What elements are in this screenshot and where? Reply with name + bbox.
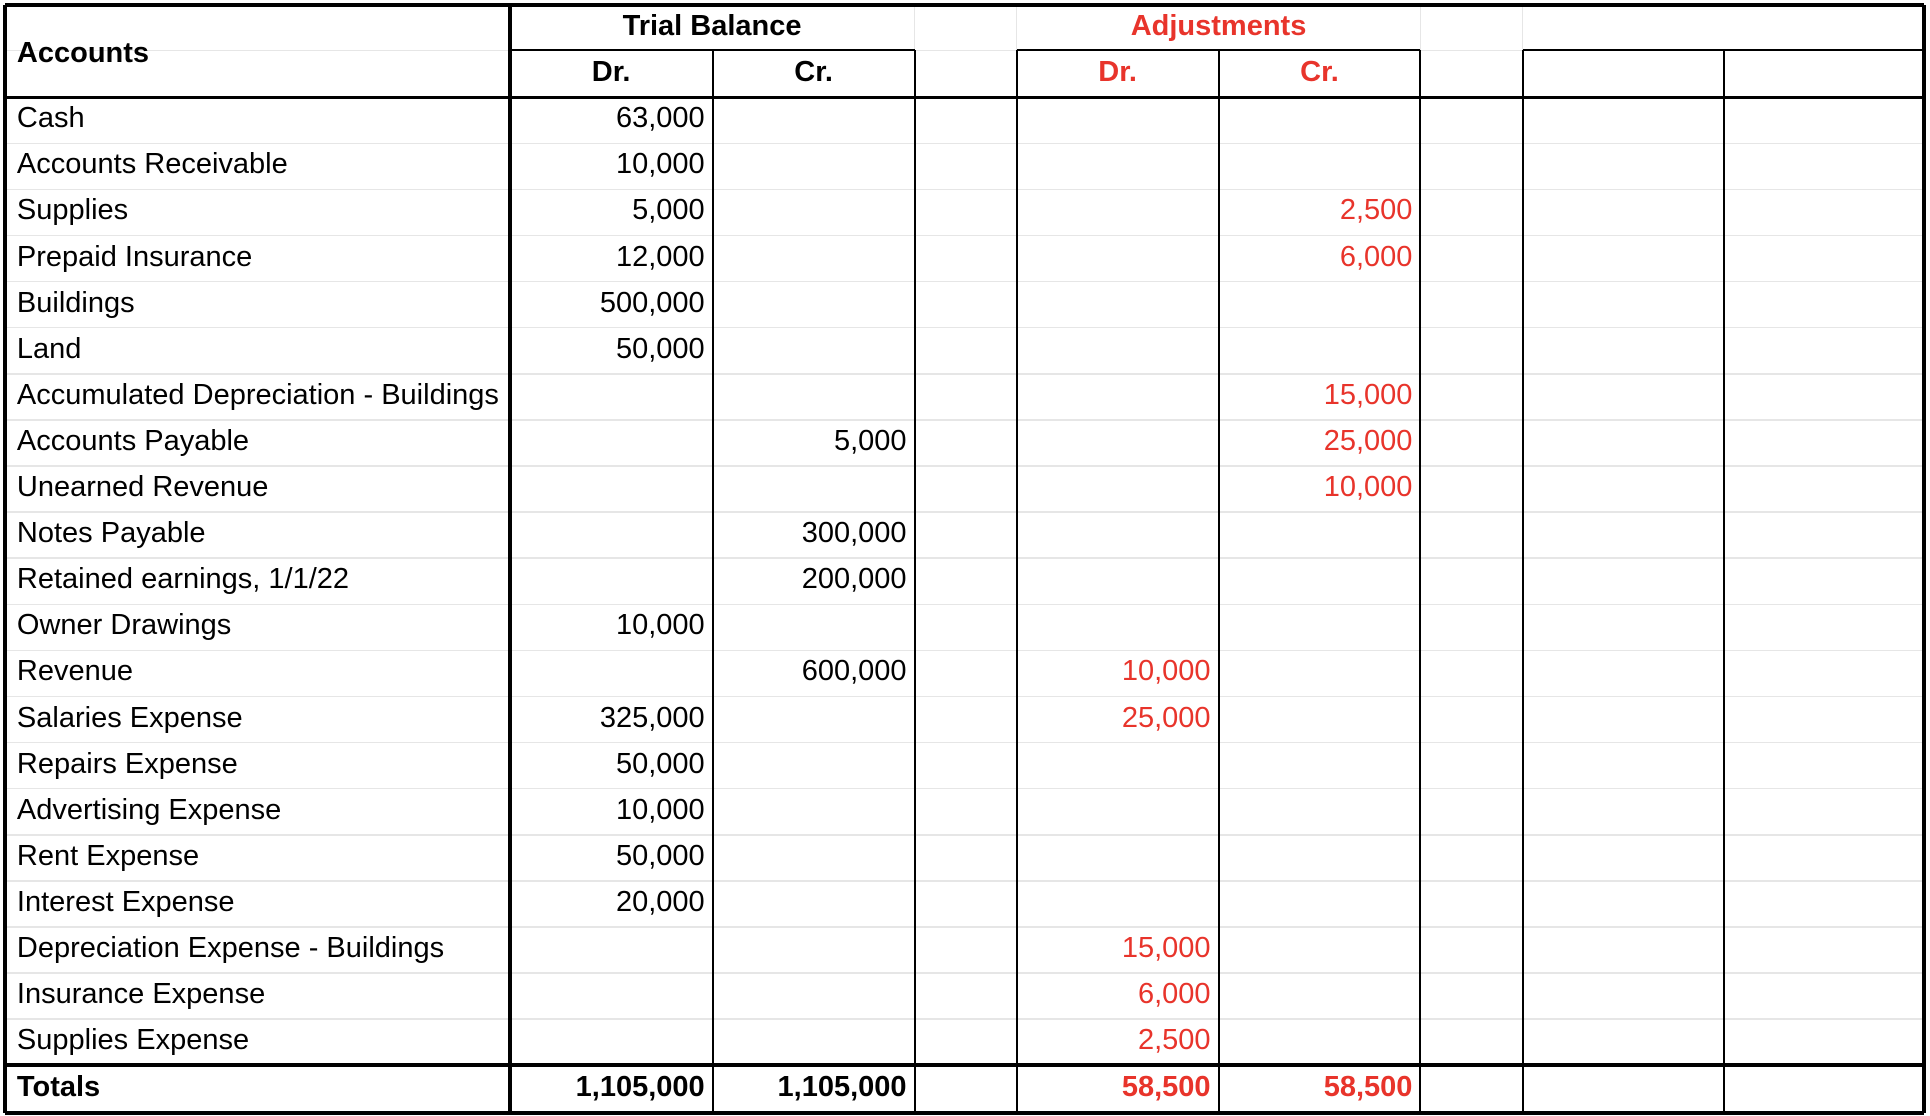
trial-balance-cr-header[interactable]: Cr. [794, 55, 833, 88]
adjustments-cr-cell[interactable] [1219, 704, 1421, 738]
trial-balance-dr-cell[interactable]: 10,000 [615, 793, 705, 826]
adjustments-dr-cell[interactable] [1017, 888, 1219, 922]
account-name-cell[interactable]: Notes Payable [16, 517, 206, 550]
account-name-cell[interactable]: Accounts Receivable [16, 148, 288, 181]
trial-balance-cr-cell[interactable] [713, 888, 915, 922]
trial-balance-cr-cell[interactable] [713, 1026, 915, 1060]
trial-balance-cr-cell[interactable] [713, 104, 915, 138]
column-divider [1723, 50, 1725, 1112]
trial-balance-cr-cell[interactable] [713, 980, 915, 1014]
adjustments-cr-cell[interactable]: 10,000 [1323, 471, 1413, 504]
adjustments-dr-cell[interactable] [1017, 519, 1219, 553]
adjustments-cr-cell[interactable]: 2,500 [1339, 194, 1413, 227]
trial-balance-cr-cell[interactable] [713, 934, 915, 968]
account-name-cell[interactable]: Retained earnings, 1/1/22 [16, 563, 350, 596]
row-gridline [5, 742, 1924, 744]
adjustments-dr-cell[interactable] [1017, 381, 1219, 415]
account-name-cell[interactable]: Accumulated Depreciation - Buildings [16, 378, 499, 411]
adjustments-cr-cell[interactable] [1219, 796, 1421, 830]
adjustments-dr-cell[interactable] [1017, 150, 1219, 184]
totals-adjustments-cr[interactable]: 58,500 [1323, 1070, 1413, 1103]
adjustments-dr-cell[interactable] [1017, 243, 1219, 277]
row-gridline [5, 511, 1924, 513]
account-name-cell[interactable]: Land [16, 332, 82, 365]
adjustments-cr-cell[interactable] [1219, 611, 1421, 645]
totals-trial-balance-cr[interactable]: 1,105,000 [777, 1070, 907, 1103]
trial-balance-dr-cell[interactable]: 50,000 [615, 839, 705, 872]
trial-balance-dr-cell[interactable]: 10,000 [615, 609, 705, 642]
adjustments-cr-cell[interactable] [1219, 1026, 1421, 1060]
trial-balance-dr-cell[interactable] [510, 427, 713, 461]
adjustments-cr-cell[interactable]: 6,000 [1339, 240, 1413, 273]
account-name-cell[interactable]: Accounts Payable [16, 424, 250, 457]
account-name-cell[interactable]: Interest Expense [16, 885, 235, 918]
trial-balance-dr-cell[interactable]: 500,000 [599, 286, 705, 319]
row-gridline [5, 189, 1924, 191]
account-name-cell[interactable]: Rent Expense [16, 839, 200, 872]
trial-balance-dr-cell[interactable] [510, 519, 713, 553]
trial-balance-cr-cell[interactable] [713, 381, 915, 415]
adjustments-dr-cell[interactable] [1017, 289, 1219, 323]
trial-balance-cr-cell[interactable] [713, 750, 915, 784]
trial-balance-cr-cell[interactable] [713, 335, 915, 369]
header-gridline [1522, 5, 1524, 51]
trial-balance-dr-cell[interactable]: 10,000 [615, 148, 705, 181]
trial-balance-cr-cell[interactable] [713, 150, 915, 184]
trial-balance-dr-header[interactable]: Dr. [591, 55, 631, 88]
trial-balance-dr-cell[interactable] [510, 473, 713, 507]
totals-trial-balance-dr[interactable]: 1,105,000 [575, 1070, 705, 1103]
row-gridline [5, 327, 1924, 329]
adjustments-cr-cell[interactable]: 15,000 [1323, 378, 1413, 411]
row-gridline [5, 696, 1924, 698]
trial-balance-dr-cell[interactable] [510, 934, 713, 968]
account-name-cell[interactable]: Repairs Expense [16, 747, 238, 780]
trial-balance-cr-cell[interactable]: 5,000 [833, 424, 907, 457]
adjustments-dr-cell[interactable] [1017, 611, 1219, 645]
account-name-cell[interactable]: Owner Drawings [16, 609, 232, 642]
top-border [5, 3, 1924, 7]
header-gridline [915, 50, 1017, 52]
row-gridline [5, 143, 1924, 145]
account-name-cell[interactable]: Supplies Expense [16, 1024, 250, 1057]
adjustments-cr-header[interactable]: Cr. [1300, 55, 1339, 88]
adjustments-cr-cell[interactable] [1219, 750, 1421, 784]
row-gridline [5, 650, 1924, 652]
account-name-cell[interactable]: Insurance Expense [16, 978, 266, 1011]
bottom-border [5, 1111, 1924, 1115]
trial-balance-dr-cell[interactable]: 5,000 [632, 194, 705, 227]
row-gridline [5, 235, 1924, 237]
trial-balance-cr-cell[interactable] [713, 473, 915, 507]
trial-balance-dr-cell[interactable]: 20,000 [615, 885, 705, 918]
header-gridline [1420, 50, 1522, 52]
account-name-cell[interactable]: Salaries Expense [16, 701, 243, 734]
adjustments-cr-cell[interactable] [1219, 842, 1421, 876]
adjustments-cr-cell[interactable] [1219, 980, 1421, 1014]
row-gridline [5, 834, 1924, 836]
row-gridline [5, 880, 1924, 882]
adjustments-dr-cell[interactable]: 15,000 [1121, 932, 1211, 964]
totals-adjustments-dr[interactable]: 58,500 [1121, 1070, 1211, 1103]
account-name-cell[interactable]: Supplies [16, 194, 129, 227]
header-bottom-border [5, 96, 1924, 99]
trial-balance-cr-cell[interactable] [713, 196, 915, 230]
account-name-cell[interactable]: Advertising Expense [16, 793, 282, 826]
trial-balance-cr-cell[interactable]: 200,000 [801, 563, 907, 596]
adjustments-cr-cell[interactable] [1219, 335, 1421, 369]
trial-balance-cr-cell[interactable] [713, 611, 915, 645]
adjustments-cr-cell[interactable]: 25,000 [1323, 424, 1413, 457]
adjustments-cr-cell[interactable] [1219, 888, 1421, 922]
row-gridline [5, 557, 1924, 559]
trial-balance-cr-cell[interactable] [713, 796, 915, 830]
trial-balance-dr-cell[interactable] [510, 381, 713, 415]
row-gridline [5, 604, 1924, 606]
adjustments-dr-cell[interactable] [1017, 473, 1219, 507]
trial-balance-dr-cell[interactable] [510, 1026, 713, 1060]
adjustments-dr-header[interactable]: Dr. [1098, 55, 1137, 88]
trial-balance-cr-cell[interactable] [713, 289, 915, 323]
adjustments-dr-cell[interactable] [1017, 104, 1219, 138]
adjustments-dr-cell[interactable] [1017, 750, 1219, 784]
trial-balance-dr-cell[interactable]: 50,000 [615, 332, 705, 365]
adjustments-cr-cell[interactable] [1219, 657, 1421, 691]
adjustments-dr-cell[interactable]: 2,500 [1137, 1024, 1211, 1057]
trial-balance-cr-cell[interactable]: 300,000 [801, 517, 907, 550]
account-name-cell[interactable]: Buildings [16, 286, 135, 319]
trial-balance-dr-cell[interactable]: 12,000 [615, 240, 705, 273]
adjustments-header[interactable]: Adjustments [1130, 9, 1307, 42]
adjustments-cr-cell[interactable] [1219, 934, 1421, 968]
account-name-cell[interactable]: Cash [16, 102, 85, 135]
adjustments-cr-cell[interactable] [1219, 565, 1421, 599]
adjustments-cr-cell[interactable] [1219, 519, 1421, 553]
totals-top-border [5, 1063, 1924, 1067]
adjustments-dr-cell[interactable]: 10,000 [1121, 655, 1211, 688]
row-gridline [5, 788, 1924, 790]
adjustments-dr-cell[interactable]: 6,000 [1137, 978, 1211, 1011]
adjustments-cr-cell[interactable] [1219, 150, 1421, 184]
adjustments-dr-cell[interactable] [1017, 196, 1219, 230]
right-border [1922, 5, 1926, 1113]
row-gridline [5, 281, 1924, 283]
adjustments-cr-cell[interactable] [1219, 289, 1421, 323]
trial-balance-dr-cell[interactable] [510, 980, 713, 1014]
row-gridline [5, 465, 1924, 467]
row-gridline [5, 926, 1924, 928]
row-gridline [5, 972, 1924, 974]
trial-balance-dr-cell[interactable]: 50,000 [615, 747, 705, 780]
row-gridline [5, 419, 1924, 421]
trial-balance-cr-cell[interactable] [713, 842, 915, 876]
trial-balance-dr-cell[interactable] [510, 565, 713, 599]
account-name-cell[interactable]: Prepaid Insurance [16, 240, 253, 273]
adjustments-dr-cell[interactable]: 25,000 [1121, 701, 1211, 734]
adjustments-dr-cell[interactable] [1017, 796, 1219, 830]
trial-balance-cr-cell[interactable] [713, 704, 915, 738]
trial-balance-cr-cell[interactable] [713, 243, 915, 277]
totals-label[interactable]: Totals [16, 1070, 101, 1103]
adjustments-dr-cell[interactable] [1017, 427, 1219, 461]
adjustments-cr-cell[interactable] [1219, 104, 1421, 138]
trial-balance-dr-cell[interactable]: 325,000 [599, 701, 705, 734]
row-gridline [5, 373, 1924, 375]
trial-balance-dr-cell[interactable] [510, 657, 713, 691]
trial-balance-cr-cell[interactable]: 600,000 [801, 655, 907, 688]
adjustments-dr-cell[interactable] [1017, 565, 1219, 599]
row-gridline [5, 1018, 1924, 1020]
adjustments-dr-cell[interactable] [1017, 335, 1219, 369]
trial-balance-header[interactable]: Trial Balance [622, 9, 802, 42]
trial-balance-dr-cell[interactable]: 63,000 [615, 102, 705, 135]
column-divider [1522, 50, 1524, 1112]
accounts-header[interactable]: Accounts [16, 36, 150, 69]
adjustments-dr-cell[interactable] [1017, 842, 1219, 876]
account-name-cell[interactable]: Unearned Revenue [16, 471, 269, 504]
account-name-cell[interactable]: Depreciation Expense - Buildings [16, 932, 445, 964]
account-name-cell[interactable]: Revenue [16, 655, 134, 688]
